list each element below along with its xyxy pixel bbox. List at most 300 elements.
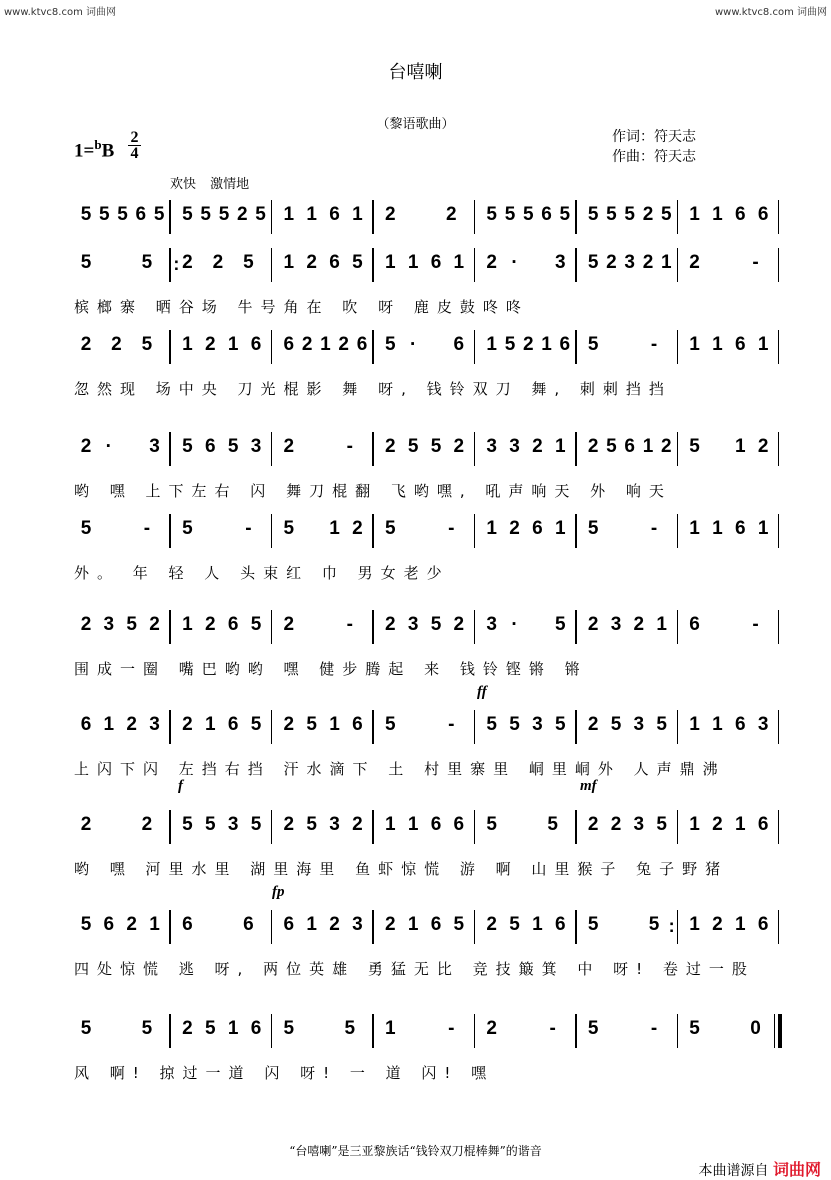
note: 2 [182,714,193,735]
note: 5 [182,436,193,457]
bar-line [575,330,576,364]
note: 1 [734,436,746,457]
note: 5 [384,334,396,355]
note: 2 [587,436,599,457]
note: 3 [407,614,419,635]
bar-line [575,248,576,282]
bar-line [575,432,576,466]
lyric-line: 槟榔寨 晒谷场 牛号角在 吹 呀 鹿皮鼓咚咚 [74,298,529,316]
note: 3 [329,814,340,835]
note: 6 [243,914,254,935]
note: 6 [453,334,465,355]
dynamic-ff: ff [477,684,487,700]
note: 5 [227,436,239,457]
note: 5 [554,714,566,735]
bar-line [169,330,170,364]
note: - [650,1018,658,1039]
note: 3 [227,814,239,835]
note: 5 [80,518,92,539]
final-bar-line [778,1014,782,1048]
repeat-sign: : [173,254,180,274]
bar-line [271,200,272,234]
note: 6 [182,914,193,935]
note: 5 [522,204,534,225]
bar-line [677,910,678,944]
note: 5 [624,204,635,225]
score-system [74,512,784,602]
note: 1 [329,714,340,735]
note: 6 [554,914,566,935]
note: 2 [283,436,295,457]
note: 5 [250,714,262,735]
note: 6 [430,914,442,935]
note: - [143,518,151,539]
note: 2 [338,334,349,355]
note: 6 [250,334,262,355]
note: 3 [149,436,160,457]
note: 1 [712,204,723,225]
note: 5 [306,714,317,735]
note: 5 [384,714,396,735]
note: 1 [407,914,419,935]
bar-line [169,1014,170,1048]
bar-line [271,432,272,466]
note: 3 [352,914,363,935]
notation-row [74,808,784,846]
bar-line [169,200,170,234]
note: 5 [587,252,599,273]
bar-line [575,610,576,644]
bar-line [271,514,272,548]
bar-line [271,1014,272,1048]
note: 5 [80,1018,92,1039]
note: 3 [486,436,497,457]
note: 1 [204,714,216,735]
note: 0 [750,1018,761,1039]
note: 1 [283,252,295,273]
bar-line [778,248,779,282]
note: 1 [407,252,419,273]
note: 5 [126,614,137,635]
notation-row [74,246,784,284]
note: 1 [352,204,363,225]
note: 6 [227,714,239,735]
note: 1 [656,614,667,635]
lyric-line: 四处惊慌 逃 呀, 两位英雄 勇猛无比 竞技簸箕 中 呀! 卷过一股 [74,960,755,978]
note: 2 [453,436,465,457]
note: 5 [200,204,211,225]
note: 6 [329,252,340,273]
note: 1 [642,436,654,457]
note: - [448,518,455,539]
bar-line [474,432,475,466]
note: 2 [660,436,672,457]
bar-line [271,330,272,364]
note: 5 [559,204,571,225]
bar-line [474,610,475,644]
note: 5 [504,204,516,225]
bar-line [169,514,170,548]
note: - [650,518,658,539]
note: 1 [306,914,317,935]
note: 2 [80,814,92,835]
note: 5 [587,204,599,225]
note: 6 [757,814,769,835]
note: 2 [642,252,654,273]
song-subtitle: （黎语歌曲） [376,117,455,132]
note: 6 [430,814,442,835]
note: 5 [255,204,266,225]
note: · [409,334,417,355]
flat-sign: b [94,137,102,152]
site-watermark-right: www.ktvc8.com 词曲网 [714,7,827,18]
footer-note: “台嘻喇”是三亚黎族话“钱铃双刀棍棒舞”的谐音 [289,1144,542,1158]
note: 6 [689,614,700,635]
bar-line [778,514,779,548]
note: 2 [352,814,363,835]
note: 2 [757,436,769,457]
bar-line [169,432,170,466]
note: 2 [149,614,160,635]
note: 6 [283,334,295,355]
score-system [74,608,784,698]
lyric-line: 哟 嘿 河里水里 湖里海里 鱼虾惊慌 游 啊 山里猴子 兔子野猪 [74,860,729,878]
note: 5 [689,1018,700,1039]
bar-line [372,248,373,282]
note: 1 [227,1018,239,1039]
note: 2 [384,614,396,635]
note: 3 [509,436,520,457]
score-system [74,808,784,898]
bar-line [575,1014,576,1048]
note: 2 [522,334,534,355]
note: 1 [660,252,672,273]
bar-line [169,710,170,744]
note: 6 [734,518,746,539]
note: 5 [547,814,558,835]
note: 1 [227,334,239,355]
score-system [74,908,784,998]
note: 1 [103,714,115,735]
bar-line [774,1014,775,1048]
note: 6 [103,914,115,935]
note: 1 [384,1018,396,1039]
note: 3 [486,614,497,635]
note: 2 [204,614,216,635]
note: 3 [250,436,262,457]
note: 6 [734,204,746,225]
note: 2 [80,436,92,457]
note: 1 [689,518,700,539]
note: 6 [624,436,635,457]
note: 1 [689,714,700,735]
notation-row [74,908,784,946]
note: 5 [344,1018,356,1039]
bar-line [778,200,779,234]
note: 5 [250,614,262,635]
note: 5 [141,252,153,273]
note: 2 [182,1018,193,1039]
bar-line [474,248,475,282]
bar-line [677,330,678,364]
bar-line [474,330,475,364]
note: 2 [486,1018,497,1039]
bar-line [677,1014,678,1048]
note: 5 [218,204,230,225]
note: 6 [532,518,543,539]
bar-line [778,432,779,466]
bar-line [169,248,170,282]
note: 2 [126,714,137,735]
note: 2 [532,436,543,457]
dynamic-f: f [178,778,183,794]
note: 6 [283,914,295,935]
dynamic-fp: fp [272,884,285,900]
bar-line [575,810,576,844]
note: 2 [329,914,340,935]
note: 5 [204,1018,216,1039]
note: - [752,614,759,635]
note: 1 [486,334,497,355]
note: 5 [182,814,193,835]
note: 2 [141,814,153,835]
bar-line [474,710,475,744]
note: 6 [559,334,571,355]
note: 5 [486,714,497,735]
note: 2 [642,204,654,225]
note: 5 [98,204,110,225]
note: 5 [509,914,520,935]
note: 2 [384,914,396,935]
brand-label: 词曲网 [772,1160,821,1179]
note: 6 [135,204,147,225]
note: 2 [236,204,248,225]
note: 3 [633,714,645,735]
bar-line [474,514,475,548]
note: 5 [660,204,672,225]
note: 1 [689,914,700,935]
note: 5 [407,436,419,457]
note: 2 [712,914,723,935]
note: 6 [356,334,368,355]
bar-line [677,610,678,644]
key-signature: 1=$^b$B [74,137,115,162]
note: 1 [757,518,769,539]
bar-line [575,910,576,944]
note: 6 [541,204,552,225]
notation-row [74,512,784,550]
note: 5 [204,814,216,835]
note: 5 [306,814,317,835]
time-signature: 2 4 [128,130,141,161]
bar-line [372,710,373,744]
note: - [448,714,455,735]
bar-line [271,810,272,844]
note: 2 [486,914,497,935]
score-system [74,328,784,418]
note: - [549,1018,556,1039]
note: 1 [541,334,552,355]
note: 1 [384,252,396,273]
bar-line [575,710,576,744]
bar-line [677,200,678,234]
note: 1 [306,204,317,225]
note: 6 [734,714,746,735]
note: 1 [734,914,746,935]
note: 6 [352,714,363,735]
lyricist-credit: 作词：符天志 [612,129,696,145]
note: 1 [554,436,566,457]
note: 1 [689,334,700,355]
note: 1 [757,334,769,355]
composer-credit: 作曲：符天志 [612,149,696,165]
bar-line [271,910,272,944]
repeat-sign: : [668,916,675,936]
note: 5 [250,814,262,835]
notation-row [74,198,784,236]
note: 5 [283,518,295,539]
notation-row [74,328,784,366]
bar-line [778,810,779,844]
note: 2 [445,204,457,225]
bar-line [677,810,678,844]
bar-line [677,710,678,744]
note: · [511,614,518,635]
note: 5 [182,204,193,225]
note: 2 [111,334,122,355]
bar-line [372,432,373,466]
note: 2 [689,252,700,273]
note: 6 [757,204,769,225]
note: - [752,252,759,273]
bar-line [474,910,475,944]
note: 5 [80,204,92,225]
bar-line [271,248,272,282]
lyric-line: 上闪下闪 左挡右挡 汗水滴下 土 村里寨里 峒里峒外 人声鼎沸 [74,760,726,778]
note: 1 [734,814,746,835]
note: 6 [757,914,769,935]
bar-line [372,200,373,234]
bar-line [372,910,373,944]
bar-line [271,710,272,744]
note: 2 [283,714,295,735]
note: 2 [606,252,617,273]
note: 1 [689,814,700,835]
note: - [448,1018,455,1039]
bar-line [372,1014,373,1048]
lyric-line: 外。 年 轻 人 头束红 巾 男女老少 [74,564,450,582]
note: 5 [352,252,363,273]
site-watermark-left: www.ktvc8.com 词曲网 [4,7,117,18]
note: 6 [250,1018,262,1039]
lyric-line: 哟 嘿 上下左右 闪 舞刀棍翻 飞哟嘿, 吼声响天 外 响天 [74,482,672,500]
note: · [511,252,518,273]
bar-line [778,610,779,644]
note: 2 [204,334,216,355]
dynamic-mf: mf [580,778,597,794]
note: 3 [103,614,115,635]
lyric-line: 忽然现 场中央 刀光棍影 舞 呀, 钱铃双刀 舞, 刺刺挡挡 [74,380,672,398]
bar-line [169,910,170,944]
note: 1 [149,914,160,935]
note: 5 [182,518,193,539]
note: 2 [712,814,723,835]
song-title: 台嘻喇 [388,62,443,83]
note: 6 [430,252,442,273]
note: 5 [453,914,465,935]
note: 2 [80,614,92,635]
bar-line [575,200,576,234]
note: 2 [306,252,317,273]
note: 2 [384,436,396,457]
note: 2 [633,614,645,635]
note: 5 [243,252,254,273]
note: - [650,334,658,355]
bar-line [575,514,576,548]
note: 1 [182,334,193,355]
lyric-line: 围成一圈 嘴巴哟哟 嘿 健步腾起 来 钱铃铿锵 锵 [74,660,588,678]
note: 2 [283,614,295,635]
note: 2 [126,914,137,935]
note: 2 [486,252,497,273]
note: - [346,436,353,457]
note: 2 [384,204,396,225]
bar-line [372,514,373,548]
note: 1 [712,714,723,735]
note: 5 [606,436,617,457]
note: 5 [648,914,660,935]
note: · [105,436,112,457]
bar-line [474,200,475,234]
note: 1 [384,814,396,835]
notation-row [74,430,784,468]
note: 6 [734,334,746,355]
note: 5 [430,436,442,457]
note: 2 [587,814,599,835]
lyric-line: 风 啊! 掠过一道 闪 呀! 一 道 闪! 嘿 [74,1064,495,1082]
bar-line [474,810,475,844]
note: 5 [141,1018,153,1039]
note: 5 [504,334,516,355]
score-system [74,1012,784,1102]
bar-line [372,810,373,844]
note: 6 [453,814,465,835]
bar-line [372,330,373,364]
note: 1 [689,204,700,225]
note: 2 [283,814,295,835]
note: 2 [587,614,599,635]
note: 2 [509,518,520,539]
note: 1 [532,914,543,935]
note: - [245,518,252,539]
bar-line [169,610,170,644]
bar-line [677,514,678,548]
note: 3 [624,252,635,273]
note: 5 [587,518,599,539]
bar-line [474,1014,475,1048]
note: 5 [153,204,165,225]
note: 1 [329,518,340,539]
bar-line [778,330,779,364]
note: 1 [320,334,331,355]
note: 5 [610,714,622,735]
notation-row [74,708,784,746]
note: 3 [633,814,645,835]
note: 1 [554,518,566,539]
note: 6 [204,436,216,457]
bar-line [778,710,779,744]
note: 5 [554,614,566,635]
